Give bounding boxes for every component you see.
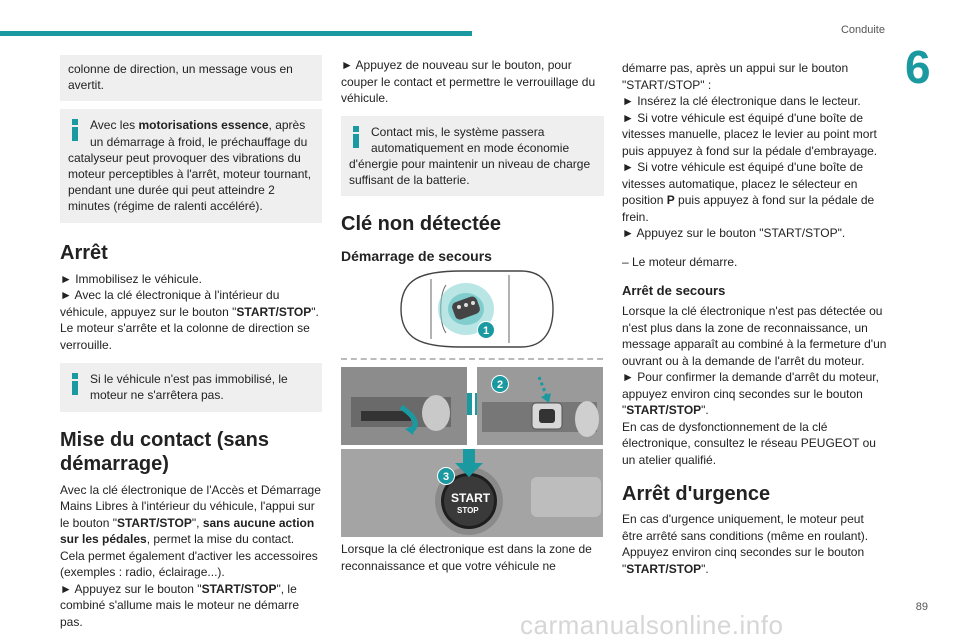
paragraph: ► Si votre véhicule est équipé d'une boîte de vitesses automatique, placez le sélecteur en position P puis appuyez à fond sur la pédale de frein. xyxy=(622,160,875,224)
heading-cle-non-detectee: Clé non détectée xyxy=(341,213,502,236)
page-number: 89 xyxy=(915,601,928,613)
column-2 xyxy=(341,55,604,264)
paragraph: ► Pour confirmer la demande d'arrêt du moteur, appuyez environ cinq secondes sur le bouton "START/STOP". xyxy=(622,370,879,417)
paragraph: ► Appuyez sur le bouton "START/STOP", le combiné s'allume mais le moteur ne démarre pas. xyxy=(60,581,300,629)
paragraph: En cas de dysfonctionnement de la clé électronique, consultez le réseau PEUGEOT ou un atelier qualifié. xyxy=(622,419,876,467)
paragraph: Cela permet également d'activer les accessoires (exemples : radio, éclairage...). xyxy=(60,548,318,580)
heading-arret: Arrêt xyxy=(60,241,108,264)
info-box-immobilise xyxy=(60,363,322,411)
heading-arret-urgence: Arrêt d'urgence xyxy=(622,483,771,505)
dashed-divider xyxy=(341,358,603,360)
step-badge: 2 xyxy=(491,375,509,393)
paragraph: ► Insérez la clé électronique dans le lecteur. xyxy=(622,94,861,108)
step-badge: 1 xyxy=(477,321,495,339)
paragraph: En cas d'urgence uniquement, le moteur peut être arrêté sans conditions (même en roulant). xyxy=(622,512,869,543)
watermark: carmanualsonline.info xyxy=(520,610,784,640)
column-3 xyxy=(622,60,887,577)
info-text: Si le véhicule n'est pas immobilisé, le moteur ne s'arrêtera pas. xyxy=(90,372,288,403)
info-text: colonne de direction, un message vous en avertit. xyxy=(68,62,293,93)
section-label: Conduite xyxy=(840,24,885,36)
info-box-economie xyxy=(341,116,604,197)
info-text: Avec les motorisations essence, après un démarrage à froid, le préchauffage du catalyseur peut provoquer des vibrations du moteur perceptibles à l'arrêt, moteur tournant, pendant une durée qui peut atteindre 2 minutes (régime de ralenti accéléré). xyxy=(68,118,312,214)
paragraph: ► Si votre véhicule est équipé d'une boîte de vitesses manuelle, placez le levier au point mort puis appuyez à fond sur la pédale d'embrayage. xyxy=(622,110,878,158)
paragraph: – Le moteur démarre. xyxy=(622,254,738,269)
step-badge: 3 xyxy=(437,467,455,485)
button-stop-label: STOP xyxy=(457,506,479,515)
info-icon xyxy=(70,373,80,395)
header-accent-bar xyxy=(0,31,472,36)
chapter-number: 6 xyxy=(905,41,931,93)
console-left-image xyxy=(341,367,467,445)
paragraph: Appuyez environ cinq secondes sur le bouton "START/STOP". xyxy=(622,545,865,576)
paragraph: Lorsque la clé électronique est dans la zone de reconnaissance et que votre véhicule ne xyxy=(341,542,592,573)
paragraph: Avec la clé électronique de l'Accès et Démarrage Mains Libres à l'intérieur du véhicule, l'appui sur le bouton "START/STOP", sans aucune action sur les pédales, permet la mise du contact. xyxy=(60,482,321,547)
info-box-continued xyxy=(60,55,322,101)
button-start-label: START xyxy=(451,491,491,505)
car-top-view-image xyxy=(391,265,556,353)
paragraph: ► Immobilisez le véhicule. xyxy=(60,271,202,286)
column-1 xyxy=(60,55,322,630)
info-icon xyxy=(70,119,80,141)
info-icon xyxy=(351,126,361,148)
start-stop-button-image xyxy=(341,449,603,537)
paragraph: ► Appuyez sur le bouton "START/STOP". xyxy=(622,226,846,240)
heading-mise-du-contact: Mise du contact (sans démarrage) xyxy=(60,428,269,475)
heading-arret-secours: Arrêt de secours xyxy=(622,283,726,298)
illustration-emergency-start xyxy=(341,265,603,537)
paragraph: ► Appuyez de nouveau sur le bouton, pour couper le contact et permettre le verrouillage du véhicule. xyxy=(341,58,596,105)
info-text: Contact mis, le système passera automatiquement en mode économie d'énergie pour maintenir un niveau de charge suffisant de la batterie. xyxy=(349,124,591,188)
paragraph: ► Avec la clé électronique à l'intérieur du véhicule, appuyez sur le bouton "START/STOP". Le moteur s'arrête et la colonne de direction se verrouille. xyxy=(60,288,319,352)
key-reader-image xyxy=(477,367,603,445)
info-box-petrol xyxy=(60,109,322,222)
paragraph: Lorsque la clé électronique n'est pas détectée ou n'est plus dans la zone de reconnaissance, un message apparaît au combiné à la fermeture d'un ouvrant ou à la demande de l'arrêt du moteur. xyxy=(622,304,887,368)
paragraph: démarre pas, après un appui sur le bouton "START/STOP" : xyxy=(622,61,849,92)
heading-demarrage-secours: Démarrage de secours xyxy=(341,248,492,265)
